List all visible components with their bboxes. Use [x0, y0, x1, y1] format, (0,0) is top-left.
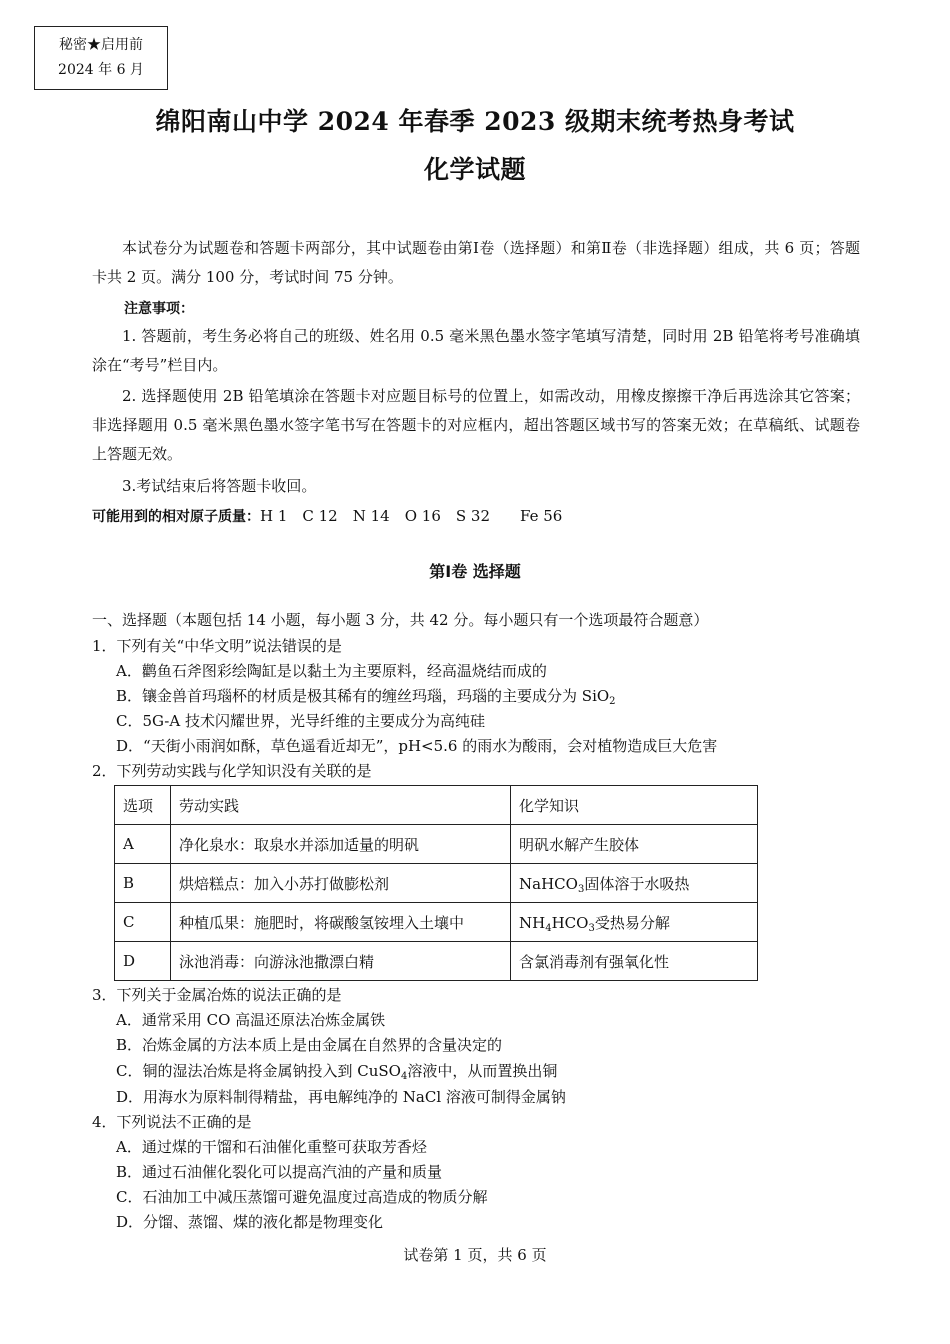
q3-option-d: D．用海水为原料制得精盐，再电解纯净的 NaCl 溶液可制得金属钠 [116, 1088, 566, 1106]
q1-option-a: A．鹳鱼石斧图彩绘陶缸是以黏土为主要原料，经高温烧结而成的 [116, 662, 547, 680]
exam-title: 绵阳南山中学 2024 年春季 2023 级期末统考热身考试 [155, 107, 795, 136]
row-option: D [115, 942, 171, 981]
notice-heading: 注意事项： [124, 301, 194, 317]
notice-item-1: 1. 答题前，考生务必将自己的班级、姓名用 0.5 毫米黑色墨水签字笔填写清楚，同时用 2B 铅笔将考号准确填涂在“考号”栏目内。 [92, 327, 860, 374]
confidential-label: 秘密★启用前 [59, 37, 143, 53]
table-row [115, 864, 758, 903]
confidential-box [34, 26, 168, 90]
header-knowledge: 化学知识 [511, 786, 758, 825]
section-heading: 第Ⅰ卷 选择题 [429, 562, 521, 581]
q2-table [114, 785, 758, 981]
row-practice: 烘焙糕点：加入小苏打做膨松剂 [171, 864, 511, 903]
table-row [115, 825, 758, 864]
atomic-mass-label: 可能用到的相对原子质量： [92, 509, 260, 525]
header-practice: 劳动实践 [171, 786, 511, 825]
q1-option-c: C．5G-A 技术闪耀世界，光导纤维的主要成分为高纯硅 [116, 712, 485, 730]
q3-option-a: A．通常采用 CO 高温还原法冶炼金属铁 [116, 1011, 386, 1029]
q4-stem: 4．下列说法不正确的是 [92, 1113, 252, 1131]
q4-option-c: C．石油加工中减压蒸馏可避免温度过高造成的物质分解 [116, 1188, 488, 1206]
row-practice: 泳池消毒：向游泳池撒漂白精 [171, 942, 511, 981]
exam-subtitle: 化学试题 [423, 155, 526, 184]
q4-option-a: A．通过煤的干馏和石油催化重整可获取芳香烃 [116, 1138, 427, 1156]
q1-stem: 1．下列有关“中华文明”说法错误的是 [92, 637, 342, 655]
row-option: B [115, 864, 171, 903]
q4-option-b: B．通过石油催化裂化可以提高汽油的产量和质量 [116, 1163, 443, 1181]
q3-stem: 3．下列关于金属冶炼的说法正确的是 [92, 986, 342, 1004]
row-option: C [115, 903, 171, 942]
row-option: A [115, 825, 171, 864]
q3-option-c: C．铜的湿法冶炼是将金属钠投入到 CuSO$_4$溶液中，从而置换出铜 [116, 1062, 558, 1082]
atomic-mass-values: H 1 C 12 N 14 O 16 S 32 Fe 56 [260, 507, 563, 525]
row-knowledge: $NH_4HCO_3$受热易分解 [511, 903, 758, 942]
q1-option-b: B．镶金兽首玛瑙杯的材质是极其稀有的缠丝玛瑙，玛瑙的主要成分为 SiO$_2$ [116, 687, 616, 707]
header-option: 选项 [115, 786, 171, 825]
q3-option-b: B．冶炼金属的方法本质上是由金属在自然界的含量决定的 [116, 1036, 503, 1054]
q4-option-d: D．分馏、蒸馏、煤的液化都是物理变化 [116, 1213, 384, 1231]
q1-option-d: D．“天街小雨润如酥，草色遥看近却无”，pH<5.6 的雨水为酸雨，会对植物造成巨大危害 [116, 737, 718, 755]
intro-paragraph: 本试卷分为试题卷和答题卡两部分，其中试题卷由第Ⅰ卷（选择题）和第Ⅱ卷（非选择题）组成，共 6 页；答题卡共 2 页。满分 100 分，考试时间 75 分钟。 [92, 239, 860, 286]
notice-item-2: 2. 选择题使用 2B 铅笔填涂在答题卡对应题目标号的位置上，如需改动，用橡皮擦擦干净后再选涂其它答案；非选择题用 0.5 毫米黑色墨水签字笔书写在答题卡的对应框内，超出答题区域书写的答案无效；在草稿纸、试题卷上答题无效。 [92, 387, 860, 463]
row-knowledge: NaHCO$_3$固体溶于水吸热 [511, 864, 758, 903]
section-instructions: 一、选择题（本题包括 14 小题，每小题 3 分，共 42 分。每小题只有一个选项最符合题意） [92, 611, 709, 629]
row-practice: 净化泉水：取泉水并添加适量的明矾 [171, 825, 511, 864]
table-header-row [115, 786, 758, 825]
exam-date: 2024 年 6 月 [58, 62, 144, 78]
row-practice: 种植瓜果：施肥时，将碳酸氢铵埋入土壤中 [171, 903, 511, 942]
table-row [115, 942, 758, 981]
q2-stem: 2．下列劳动实践与化学知识没有关联的是 [92, 762, 372, 780]
table-row [115, 903, 758, 942]
notice-item-3: 3.考试结束后将答题卡收回。 [122, 477, 317, 495]
row-knowledge: 含氯消毒剂有强氧化性 [511, 942, 758, 981]
atomic-mass-line [92, 504, 562, 529]
page-footer: 试卷第 1 页，共 6 页 [403, 1246, 547, 1264]
row-knowledge: 明矾水解产生胶体 [511, 825, 758, 864]
